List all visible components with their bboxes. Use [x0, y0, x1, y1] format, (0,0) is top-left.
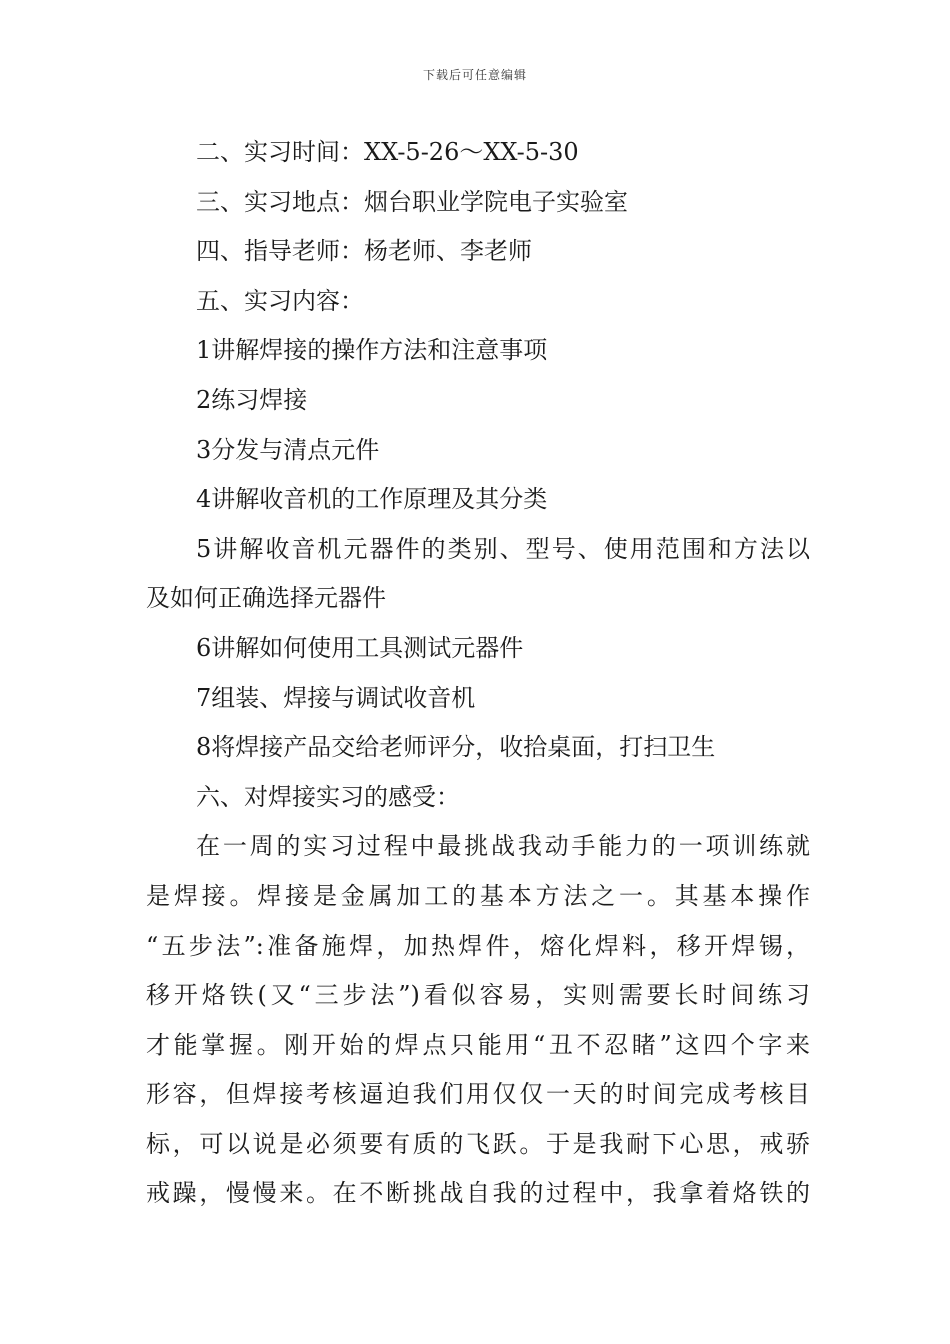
text-line: 六、对焊接实习的感受：: [196, 782, 460, 811]
text-line: 及如何正确选择元器件: [146, 584, 386, 613]
text-line: 二、实习时间：XX-5-26～XX-5-30: [196, 138, 579, 166]
text-line: 2练习焊接: [196, 385, 308, 414]
text-line: 1讲解焊接的操作方法和注意事项: [196, 336, 548, 365]
document-body: [146, 128, 810, 1219]
text-line: 5讲解收音机元器件的类别、型号、使用范围和方法以: [196, 534, 810, 563]
text-line: 移开烙铁(又“三步法”)看似容易，实则需要长时间练习: [146, 981, 810, 1010]
text-line: 6讲解如何使用工具测试元器件: [196, 633, 524, 662]
page-header: 下载后可任意编辑: [422, 68, 527, 82]
text-line: 形容，但焊接考核逼迫我们用仅仅一天的时间完成考核目: [146, 1080, 810, 1109]
text-line: 三、实习地点：烟台职业学院电子实验室: [196, 187, 628, 216]
text-line: 4讲解收音机的工作原理及其分类: [196, 485, 548, 514]
text-line: 8将焊接产品交给老师评分，收拾桌面，打扫卫生: [196, 733, 716, 762]
text-line: 标，可以说是必须要有质的飞跃。于是我耐下心思，戒骄: [146, 1129, 810, 1158]
text-line: 3分发与清点元件: [196, 435, 380, 464]
text-line: 是焊接。焊接是金属加工的基本方法之一。其基本操作: [146, 881, 810, 910]
text-line: 7组装、焊接与调试收音机: [196, 683, 476, 712]
text-line: 五、实习内容：: [196, 286, 364, 315]
text-line: 才能掌握。刚开始的焊点只能用“丑不忍睹”这四个字来: [146, 1030, 810, 1059]
text-line: 戒躁，慢慢来。在不断挑战自我的过程中，我拿着烙铁的: [146, 1179, 810, 1208]
text-line: “五步法”:准备施焊，加热焊件，熔化焊料，移开焊锡，: [146, 931, 810, 960]
text-line: 在一周的实习过程中最挑战我动手能力的一项训练就: [196, 832, 810, 861]
text-line: 四、指导老师：杨老师、李老师: [196, 237, 532, 266]
